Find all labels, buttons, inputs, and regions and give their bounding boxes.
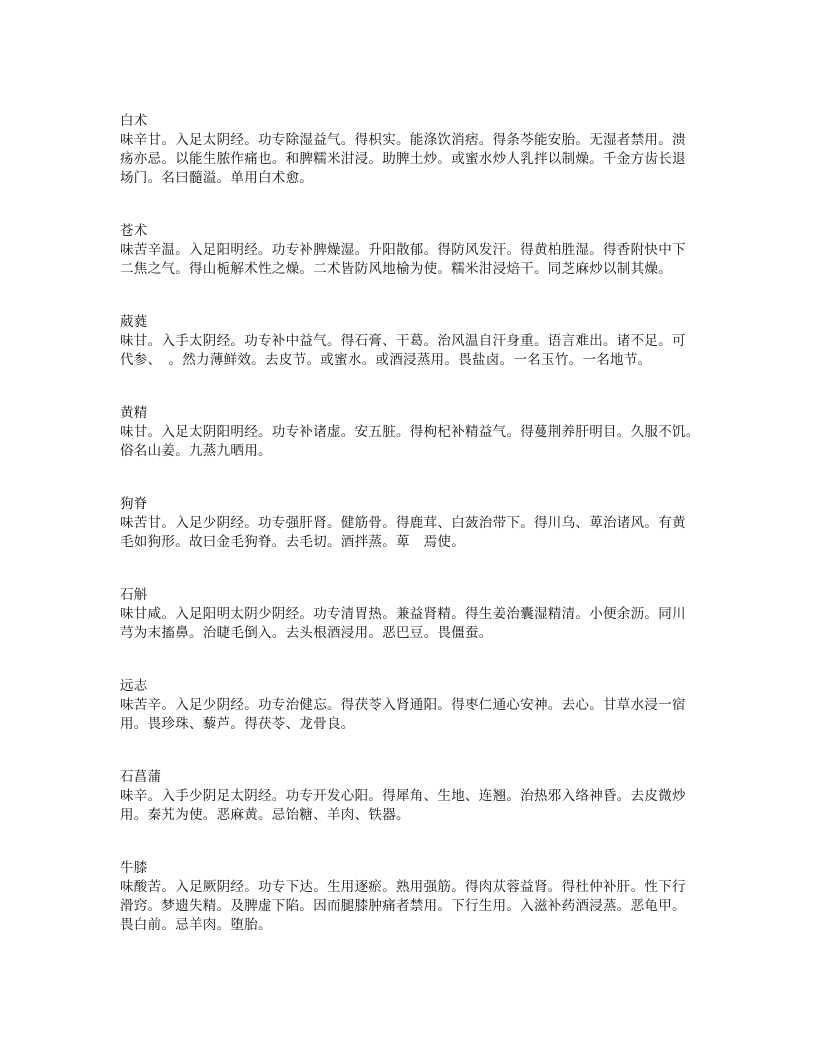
herb-description-line: 滑窍。梦遗失精。及脾虚下陷。因而腿膝肿痛者禁用。下行生用。入滋补药酒浸蒸。恶龟甲。 <box>120 898 686 914</box>
herb-entry <box>120 677 720 734</box>
herb-description-line: 芎为末搐鼻。治睫毛倒入。去头根酒浸用。恶巴豆。畏僵蚕。 <box>120 625 493 641</box>
herb-description-line: 二焦之气。得山栀解术性之燥。二术皆防风地榆为使。糯米泔浸焙干。同芝麻炒以制其燥。 <box>120 261 672 277</box>
herb-description-line: 味苦辛温。入足阳明经。功专补脾燥湿。升阳散郁。得防风发汗。得黄柏胜湿。得香附快中下 <box>120 242 686 258</box>
herb-entry <box>120 495 720 552</box>
herb-description-line: 俗名山姜。九蒸九晒用。 <box>120 443 272 459</box>
herb-title: 葳蕤 <box>120 314 148 330</box>
herb-description-line: 用。秦艽为使。恶麻黄。忌饴糖、羊肉、铁器。 <box>120 807 410 823</box>
herb-description-line: 代参、 。然力薄鲜效。去皮节。或蜜水。或酒浸蒸用。畏盐卤。一名玉竹。一名地节。 <box>120 352 652 368</box>
herb-title: 石斛 <box>120 587 148 603</box>
herb-entry <box>120 768 720 825</box>
herb-entry <box>120 859 720 935</box>
herb-description-line: 味甘咸。入足阳明太阴少阴经。功专清胃热。兼益肾精。得生姜治囊湿精清。小便余沥。同川 <box>120 606 686 622</box>
herb-title: 白术 <box>120 113 148 129</box>
document-body <box>120 112 720 969</box>
herb-description-line: 味甘。入手太阴经。功专补中益气。得石膏、干葛。治风温自汗身重。语言难出。诸不足。可 <box>120 333 686 349</box>
herb-description-line: 味辛。入手少阴足太阴经。功专开发心阳。得犀角、生地、连翘。治热邪入络神昏。去皮微炒 <box>120 788 686 804</box>
herb-entry <box>120 404 720 461</box>
herb-description-line: 味辛甘。入足太阴经。功专除湿益气。得枳实。能涤饮消痞。得条芩能安胎。无湿者禁用。溃 <box>120 132 686 148</box>
herb-description-line: 味甘。入足太阴阳明经。功专补诸虚。安五脏。得枸杞补精益气。得蔓荆养肝明目。久服不饥。 <box>120 424 700 440</box>
herb-description-line: 味苦辛。入足少阴经。功专治健忘。得茯苓入肾通阳。得枣仁通心安神。去心。甘草水浸一宿 <box>120 697 686 713</box>
herb-description-line: 味酸苦。入足厥阴经。功专下达。生用逐瘀。熟用强筋。得肉苁蓉益肾。得杜仲补肝。性下行 <box>120 879 686 895</box>
herb-title: 苍术 <box>120 223 148 239</box>
herb-title: 牛膝 <box>120 860 148 876</box>
herb-description-line: 场门。名曰髓溢。单用白术愈。 <box>120 170 314 186</box>
herb-description-line: 疡亦忌。以能生脓作痛也。和脾糯米泔浸。助脾土炒。或蜜水炒人乳拌以制燥。千金方齿长退 <box>120 151 686 167</box>
herb-description-line: 畏白前。忌羊肉。堕胎。 <box>120 917 272 933</box>
herb-title: 石菖蒲 <box>120 769 162 785</box>
herb-title: 黄精 <box>120 405 148 421</box>
herb-title: 狗脊 <box>120 496 148 512</box>
herb-entry <box>120 222 720 279</box>
herb-title: 远志 <box>120 678 148 694</box>
herb-entry <box>120 586 720 643</box>
herb-entry <box>120 313 720 370</box>
herb-entry <box>120 112 720 188</box>
herb-description-line: 毛如狗形。故曰金毛狗脊。去毛切。酒拌蒸。萆 焉使。 <box>120 534 465 550</box>
herb-description-line: 味苦甘。入足少阴经。功专强肝肾。健筋骨。得鹿茸、白蔹治带下。得川乌、萆治诸风。有黄 <box>120 515 686 531</box>
herb-description-line: 用。畏珍珠、藜芦。得茯苓、龙骨良。 <box>120 716 355 732</box>
